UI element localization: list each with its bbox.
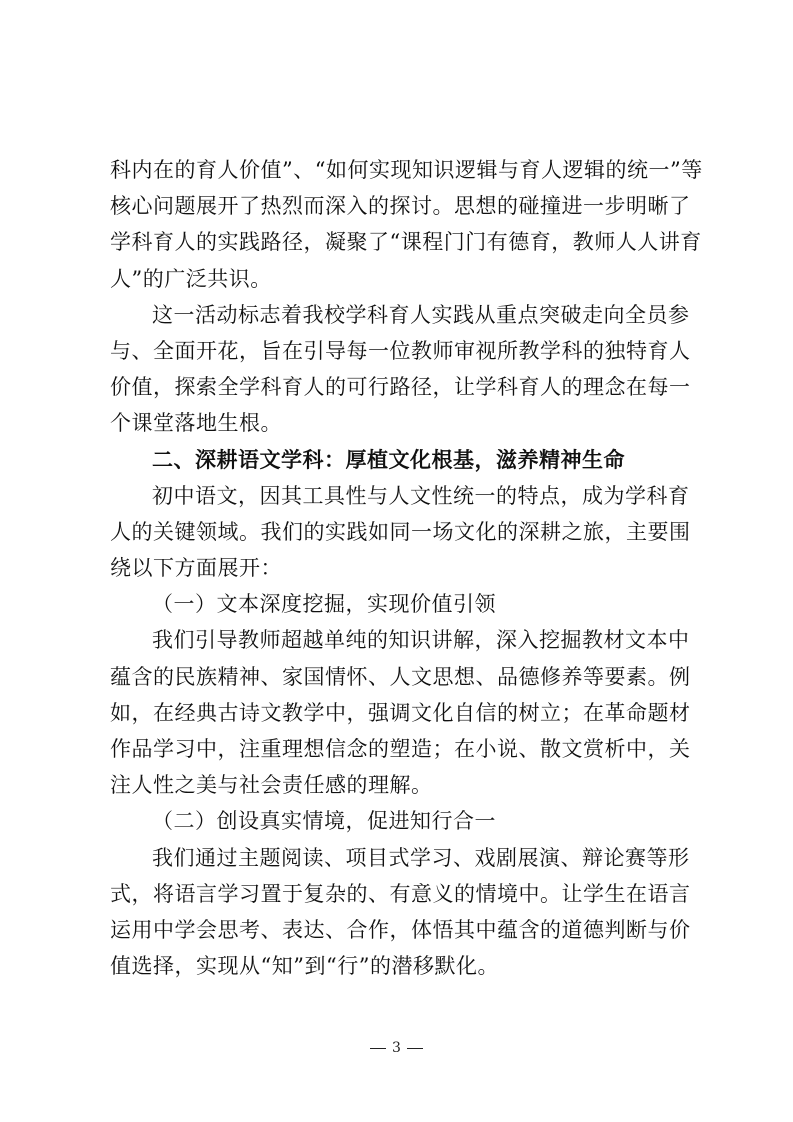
body-line: 个课堂落地生根。	[110, 411, 282, 436]
body-line: 运用中学会思考、表达、合作，体悟其中蕴含的道德判断与价	[110, 917, 691, 942]
subsection-heading: （一）文本深度挖掘，实现价值引领	[152, 592, 496, 617]
body-line: 我们通过主题阅读、项目式学习、戏剧展演、辩论赛等形	[152, 845, 690, 870]
footer-dash-right	[407, 1048, 423, 1049]
body-line: 与、全面开花，旨在引导每一位教师审视所教学科的独特育人	[110, 338, 691, 363]
body-line: 初中语文，因其工具性与人文性统一的特点，成为学科育	[152, 483, 690, 508]
body-line: 价值，探索全学科育人的可行路径，让学科育人的理念在每一	[110, 375, 691, 400]
body-line: 科内在的育人价值”、“如何实现知识逻辑与育人逻辑的统一”等	[110, 158, 703, 182]
body-line: 作品学习中，注重理想信念的塑造；在小说、散文赏析中，关	[110, 737, 691, 761]
body-line: 我们引导教师超越单纯的知识讲解，深入挖掘教材文本中	[152, 628, 690, 653]
body-line: 式，将语言学习置于复杂的、有意义的情境中。让学生在语言	[110, 881, 691, 906]
body-line: 蕴含的民族精神、家国情怀、人文思想、品德修养等要素。例	[110, 664, 691, 689]
body-line: 人”的广泛共识。	[110, 266, 272, 291]
footer-dash-left	[370, 1048, 386, 1049]
body-line: 绕以下方面展开：	[110, 556, 282, 581]
body-line: 值选择，实现从“知”到“行”的潜移默化。	[110, 954, 499, 979]
body-line: 这一活动标志着我校学科育人实践从重点突破走向全员参	[152, 302, 690, 327]
body-line: 人的关键领域。我们的实践如同一场文化的深耕之旅，主要围	[110, 519, 691, 544]
body-line: 注人性之美与社会责任感的理解。	[110, 773, 433, 798]
body-line: 核心问题展开了热烈而深入的探讨。思想的碰撞进一步明晰了	[110, 194, 691, 219]
section-heading: 二、深耕语文学科：厚植文化根基，滋养精神生命	[152, 446, 625, 472]
page-footer	[0, 1040, 793, 1056]
page-number: 3	[392, 1040, 401, 1056]
body-line: 学科育人的实践路径，凝聚了“课程门门有德育，教师人人讲育	[110, 230, 702, 255]
subsection-heading: （二）创设真实情境，促进知行合一	[152, 809, 496, 834]
body-line: 如，在经典古诗文教学中，强调文化自信的树立；在革命题材	[110, 700, 691, 725]
document-body	[110, 152, 703, 984]
